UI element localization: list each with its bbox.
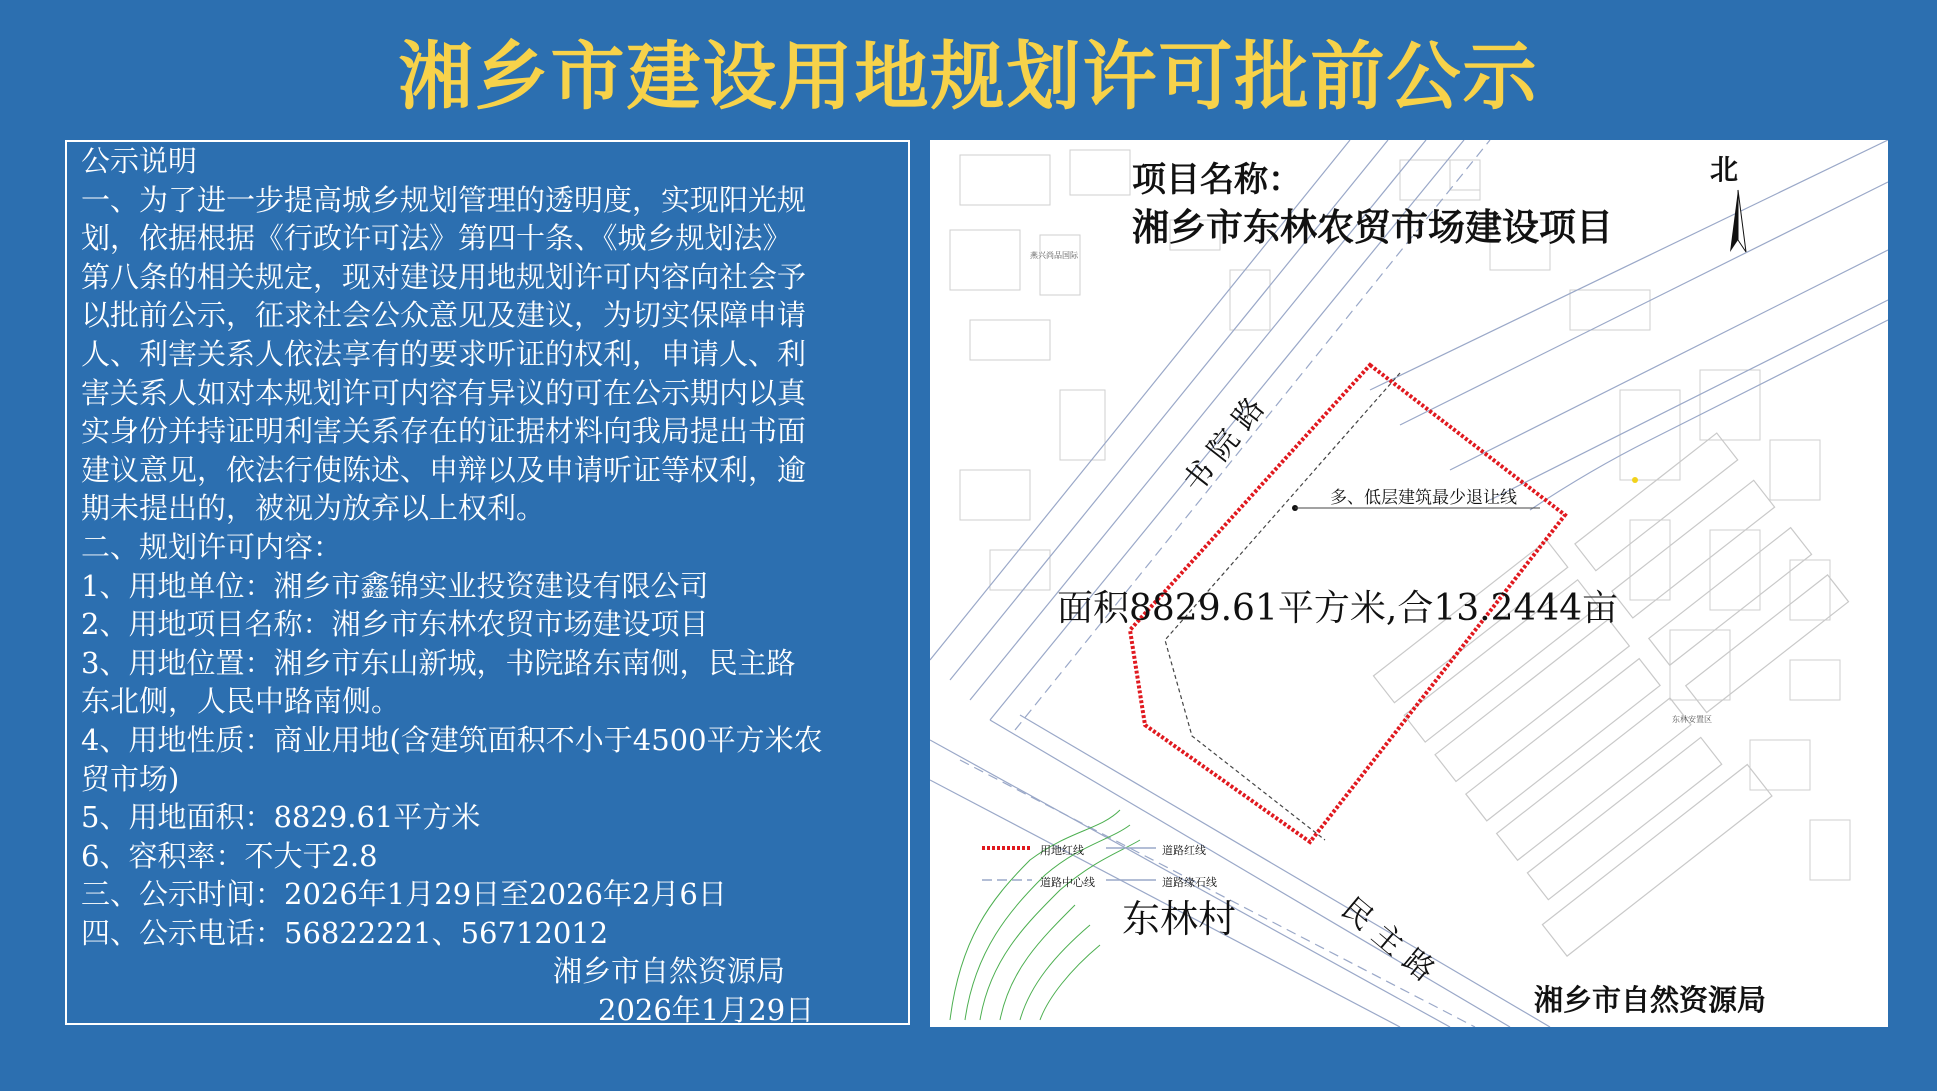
- notice-para-line: 建议意见，依法行使陈述、申辩以及申请听证等权利，逾: [81, 452, 807, 487]
- road-minzhu-lines: [930, 715, 1550, 1027]
- north-arrow-icon: [1730, 190, 1746, 252]
- road-cross-lines: [1370, 140, 1888, 510]
- notice-para-line: 一、为了进一步提高城乡规划管理的透明度，实现阳光规: [81, 182, 807, 217]
- road-label-shuyuan: 书院路: [1176, 383, 1278, 500]
- notice-para-line: 期未提出的，被视为放弃以上权利。: [81, 491, 546, 526]
- notice-para-line: 划，依据根据《行政许可法》第四十条、《城乡规划法》: [81, 221, 792, 256]
- legend-label-curb-line: 道路缘石线: [1162, 876, 1217, 889]
- item-project-name: 2、用地项目名称：湘乡市东林农贸市场建设项目: [81, 607, 709, 642]
- poi-label: 东林安置区: [1672, 715, 1712, 724]
- notice-para-line: 第八条的相关规定，现对建设用地规划许可内容向社会予: [81, 259, 807, 294]
- section-3-period: 三、公示时间：2026年1月29日至2026年2月6日: [81, 877, 727, 912]
- map-agency-label: 湘乡市自然资源局: [1534, 983, 1767, 1017]
- section-4-phone: 四、公示电话：56822221、56712012: [81, 915, 609, 950]
- item-land-area: 5、用地面积：8829.61平方米: [81, 800, 481, 835]
- map-buildings: [950, 150, 1850, 880]
- notice-panel: [65, 140, 910, 1028]
- item-land-use: 4、用地性质：商业用地(含建筑面积不小于4500平方米农: [81, 722, 823, 757]
- site-map: [930, 140, 1888, 1027]
- legend-label-road-center: 道路中心线: [1040, 876, 1095, 889]
- site-area-label: 面积8829.61平方米,合13.2444亩: [1057, 588, 1619, 629]
- village-label: 东林村: [1122, 897, 1237, 941]
- legend-label-road-red-line: 道路红线: [1162, 844, 1206, 857]
- item-location-cont: 东北侧，人民中路南侧。: [81, 684, 401, 719]
- project-name-value: 湘乡市东林农贸市场建设项目: [1132, 206, 1613, 249]
- notice-para-line: 以批前公示，征求社会公众意见及建议，为切实保障申请: [81, 298, 807, 333]
- notice-para-line: 实身份并持证明利害关系存在的证据材料向我局提出书面: [81, 414, 807, 449]
- poi-label: 燕兴尚品国际: [1030, 251, 1078, 260]
- notice-heading: 公示说明: [81, 144, 198, 178]
- project-name-label: 项目名称：: [1132, 160, 1302, 200]
- notice-date: 2026年1月29日: [598, 993, 815, 1028]
- item-land-use-cont: 贸市场): [81, 761, 180, 796]
- item-land-unit: 1、用地单位：湘乡市鑫锦实业投资建设有限公司: [81, 568, 709, 603]
- item-plot-ratio: 6、容积率：不大于2.8: [81, 838, 378, 873]
- road-label-minzhu: 民主路: [1334, 891, 1449, 996]
- legend-label-red-line: 用地红线: [1040, 844, 1084, 857]
- notice-para-line: 人、利害关系人依法享有的要求听证的权利，申请人、利: [81, 336, 807, 371]
- north-label: 北: [1710, 153, 1739, 186]
- map-marker-dot: [1632, 477, 1638, 483]
- item-location: 3、用地位置：湘乡市东山新城，书院路东南侧，民主路: [81, 645, 796, 680]
- setback-label: 多、低层建筑最少退让线: [1330, 488, 1517, 508]
- notice-signature: 湘乡市自然资源局: [553, 954, 786, 989]
- notice-para-line: 害关系人如对本规划许可内容有异议的可在公示期内以真: [81, 375, 807, 410]
- page-title: 湘乡市建设用地规划许可批前公示: [398, 34, 1539, 120]
- section-2-heading: 二、规划许可内容：: [81, 529, 343, 564]
